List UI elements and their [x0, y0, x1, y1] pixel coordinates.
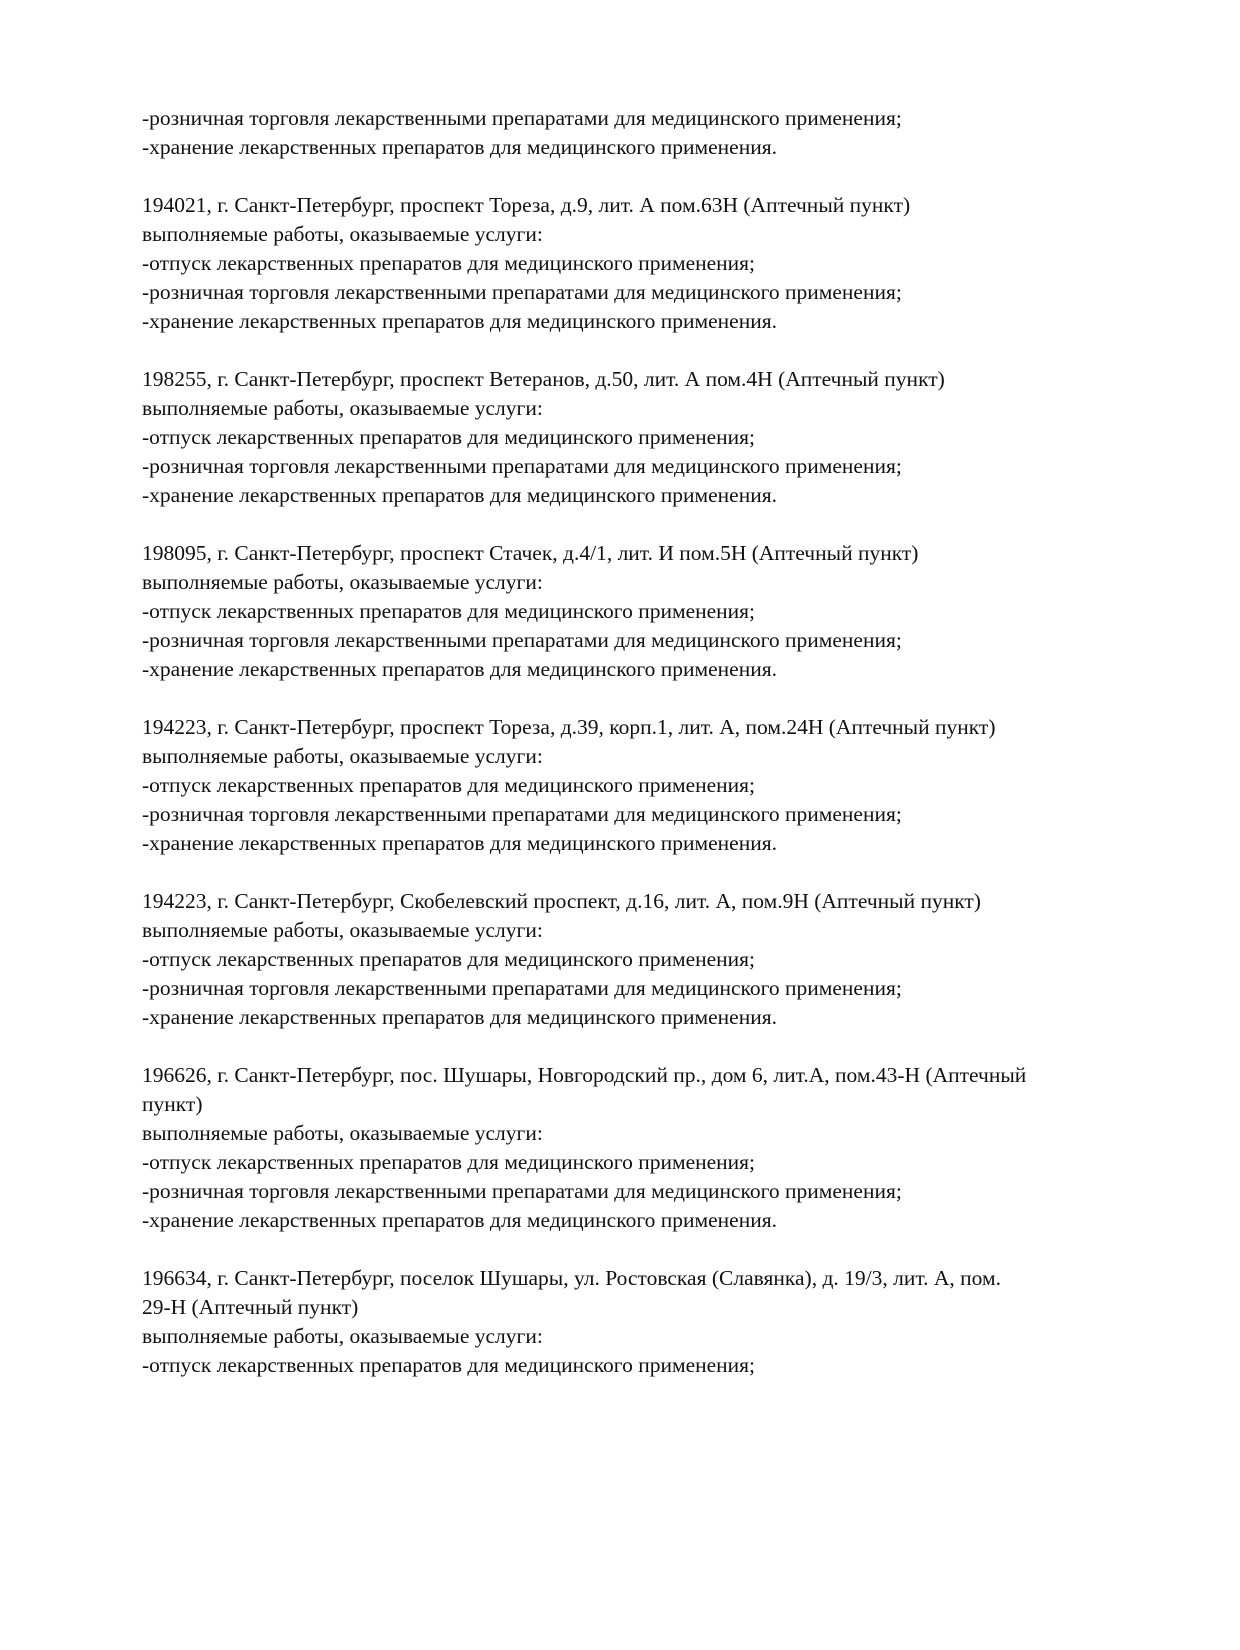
- service-line: -розничная торговля лекарственными препаратами для медицинского применения;: [142, 106, 902, 130]
- service-line: -отпуск лекарственных препаратов для медицинского применения;: [142, 251, 756, 275]
- service-line: -розничная торговля лекарственными препаратами для медицинского применения;: [142, 1179, 902, 1203]
- pharmacy-entry: [142, 191, 1152, 336]
- pharmacy-entry: [142, 365, 1152, 510]
- service-line: -хранение лекарственных препаратов для медицинского применения.: [142, 309, 777, 333]
- address-line: 196634, г. Санкт-Петербург, поселок Шушары, ул. Ростовская (Славянка), д. 19/3, лит. А, пом.: [142, 1266, 1001, 1290]
- document-body: [142, 104, 1152, 1380]
- service-line: -отпуск лекарственных препаратов для медицинского применения;: [142, 773, 756, 797]
- services-heading: выполняемые работы, оказываемые услуги:: [142, 1121, 543, 1145]
- address-line-continued: 29-Н (Аптечный пункт): [142, 1295, 359, 1319]
- service-line: -отпуск лекарственных препаратов для медицинского применения;: [142, 947, 756, 971]
- service-line: -розничная торговля лекарственными препаратами для медицинского применения;: [142, 280, 902, 304]
- service-line: -розничная торговля лекарственными препаратами для медицинского применения;: [142, 976, 902, 1000]
- address-line: 194021, г. Санкт-Петербург, проспект Тореза, д.9, лит. А пом.63Н (Аптечный пункт): [142, 193, 911, 217]
- address-line: 198095, г. Санкт-Петербург, проспект Стачек, д.4/1, лит. И пом.5Н (Аптечный пункт): [142, 541, 919, 565]
- service-line: -хранение лекарственных препаратов для медицинского применения.: [142, 135, 777, 159]
- service-line: -хранение лекарственных препаратов для медицинского применения.: [142, 1005, 777, 1029]
- pharmacy-entry: [142, 539, 1152, 684]
- pharmacy-entry: [142, 887, 1152, 1032]
- services-heading: выполняемые работы, оказываемые услуги:: [142, 744, 543, 768]
- pharmacy-entry: [142, 1264, 1152, 1380]
- service-line: -отпуск лекарственных препаратов для медицинского применения;: [142, 425, 756, 449]
- service-line: -хранение лекарственных препаратов для медицинского применения.: [142, 483, 777, 507]
- service-line: -розничная торговля лекарственными препаратами для медицинского применения;: [142, 802, 902, 826]
- service-line: -розничная торговля лекарственными препаратами для медицинского применения;: [142, 628, 902, 652]
- address-line: 194223, г. Санкт-Петербург, проспект Тореза, д.39, корп.1, лит. А, пом.24Н (Аптечный пункт): [142, 715, 996, 739]
- service-line: -отпуск лекарственных препаратов для медицинского применения;: [142, 1150, 756, 1174]
- address-line: 194223, г. Санкт-Петербург, Скобелевский проспект, д.16, лит. А, пом.9Н (Аптечный пункт): [142, 889, 981, 913]
- leading-block: [142, 104, 1152, 162]
- service-line: -розничная торговля лекарственными препаратами для медицинского применения;: [142, 454, 902, 478]
- address-line: 198255, г. Санкт-Петербург, проспект Ветеранов, д.50, лит. А пом.4Н (Аптечный пункт): [142, 367, 945, 391]
- pharmacy-entry: [142, 1061, 1152, 1235]
- service-line: -хранение лекарственных препаратов для медицинского применения.: [142, 1208, 777, 1232]
- services-heading: выполняемые работы, оказываемые услуги:: [142, 396, 543, 420]
- services-heading: выполняемые работы, оказываемые услуги:: [142, 918, 543, 942]
- service-line: -отпуск лекарственных препаратов для медицинского применения;: [142, 599, 756, 623]
- address-line-continued: пункт): [142, 1092, 203, 1116]
- service-line: -отпуск лекарственных препаратов для медицинского применения;: [142, 1353, 756, 1377]
- address-line: 196626, г. Санкт-Петербург, пос. Шушары, Новгородский пр., дом 6, лит.А, пом.43-Н (Аптечный: [142, 1063, 1027, 1087]
- services-heading: выполняемые работы, оказываемые услуги:: [142, 570, 543, 594]
- pharmacy-entry: [142, 713, 1152, 858]
- service-line: -хранение лекарственных препаратов для медицинского применения.: [142, 657, 777, 681]
- services-heading: выполняемые работы, оказываемые услуги:: [142, 222, 543, 246]
- service-line: -хранение лекарственных препаратов для медицинского применения.: [142, 831, 777, 855]
- services-heading: выполняемые работы, оказываемые услуги:: [142, 1324, 543, 1348]
